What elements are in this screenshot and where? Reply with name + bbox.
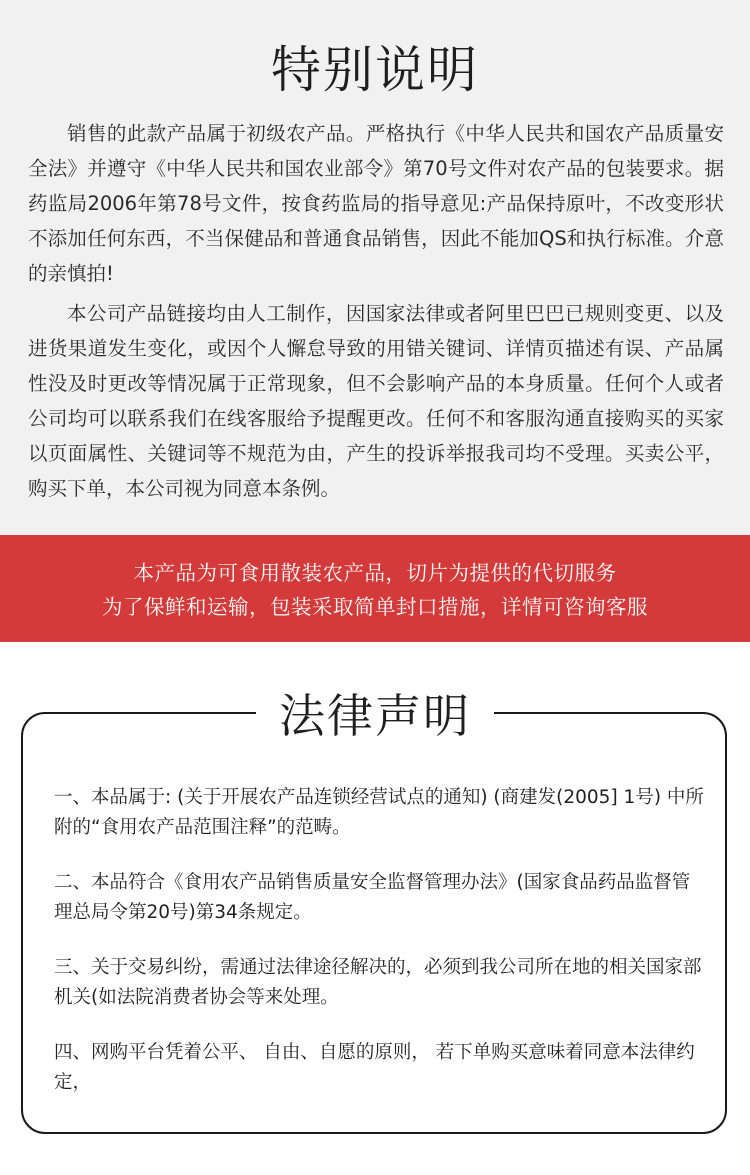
notice-paragraph-2: 本公司产品链接均由人工制作，因国家法律或者阿里巴巴已规则变更、以及进货果道发生变化，或因个人懈怠导致的用错关键词、详情页描述有误、产品属性没及时更改等情况属于正常现象，但不会影响产品的本身质量。任何个人或者公司均可以联系我们在线客服给予提醒更改。任何不和客服沟通直接购买的买家以页面属性、关键词等不规范为由，产生的投诉举报我司均不受理。买卖公平，购买下单，本公司视为同意本条例。 xyxy=(28,302,724,500)
legal-item-4: 四、网购平台凭着公平、 自由、自愿的原则， 若下单购买意味着同意本法律约定， xyxy=(54,1042,695,1093)
service-banner xyxy=(0,535,750,642)
legal-item-3: 三、关于交易纠纷，需通过法律途径解决的，必须到我公司所在地的相关国家部机关(如法院消费者协会等来处理。 xyxy=(54,957,702,1008)
banner-line-1: 本产品为可食用散装农产品，切片为提供的代切服务 xyxy=(133,561,617,585)
banner-line-2: 为了保鲜和运输，包装采取简单封口措施，详情可咨询客服 xyxy=(102,595,648,619)
special-notice-title: 特别说明 xyxy=(271,41,479,99)
legal-item-1: 一、本品属于: (关于开展农产品连锁经营试点的通知) (商建发(2005] 1号) 中所附的“食用农产品范围注释”的范畴。 xyxy=(54,787,704,838)
notice-paragraph-1: 销售的此款产品属于初级农产品。严格执行《中华人民共和国农产品质量安全法》并遵守《中华人民共和国农业部令》第70号文件对农产品的包装要求。据药监局2006年第78号文件，按食药监局的指导意见:产品保持原叶，不改变形状不添加任何东西，不当保健品和普通食品销售，因此不能加QS和执行标准。介意的亲慎拍! xyxy=(28,122,724,285)
legal-statement-title: 法律声明 xyxy=(256,686,494,746)
legal-item-2: 二、本品符合《食用农产品销售质量安全监督管理办法》(国家食品药品监督管理总局令第20号)第34条规定。 xyxy=(54,872,691,923)
